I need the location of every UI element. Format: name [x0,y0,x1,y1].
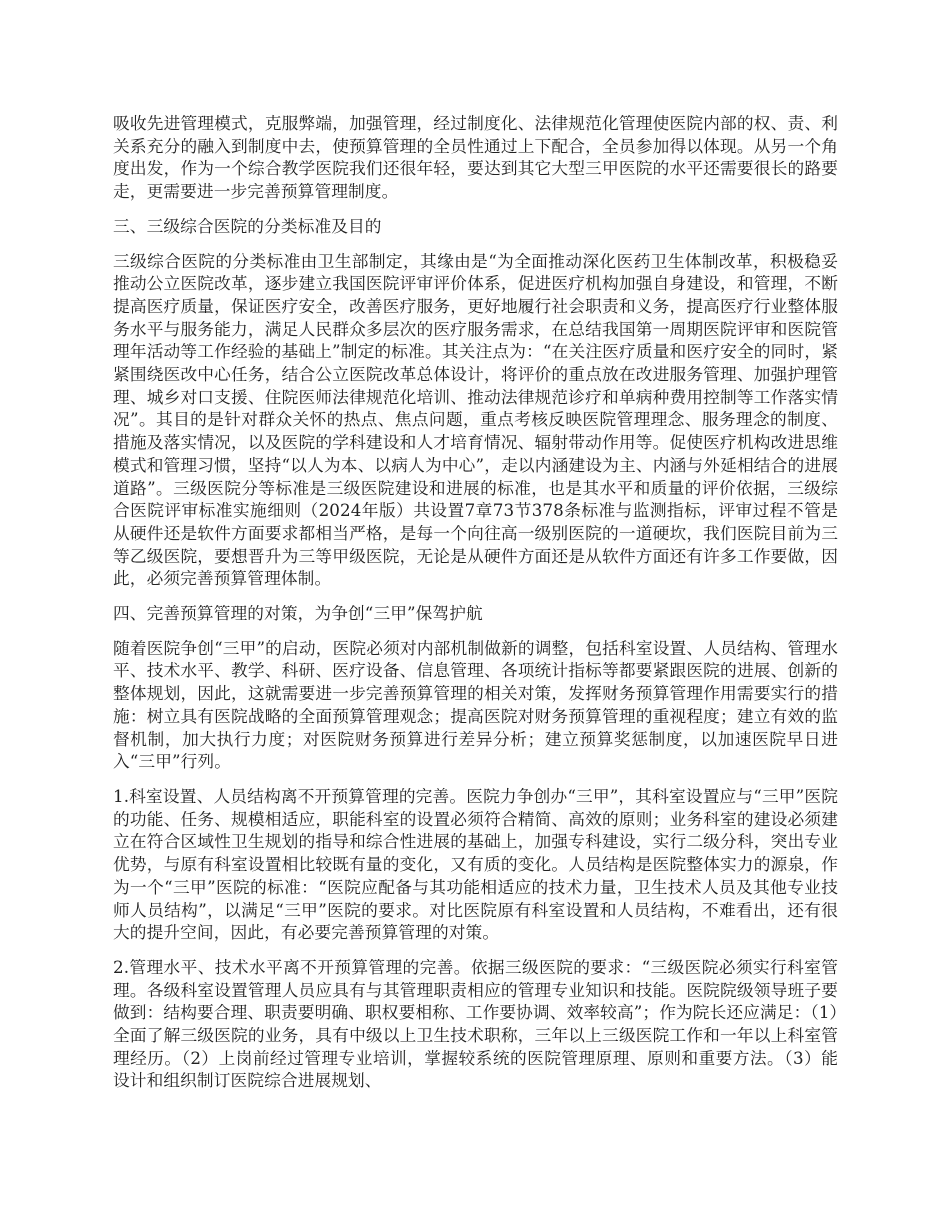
body-paragraph: 三级综合医院的分类标准由卫生部制定，其缘由是“为全面推动深化医药卫生体制改革，积极稳妥推动公立医院改革，逐步建立我国医院评审评价体系，促进医疗机构加强自身建设，和管理，不断提高医疗质量，保证医疗安全，改善医疗服务，更好地履行社会职责和义务，提高医疗行业整体服务水平与服务能力，满足人民群众多层次的医疗服务需求，在总结我国第一周期医院评审和医院管理年活动等工作经验的基础上”制定的标准。其关注点为：“在关注医疗质量和医疗安全的同时，紧紧围绕医改中心任务，结合公立医院改革总体设计，将评价的重点放在改进服务管理、加强护理管理、城乡对口支援、住院医师法律规范化培训、推动法律规范诊疗和单病种费用控制等工作落实情况”。其目的是针对群众关怀的热点、焦点问题，重点考核反映医院管理理念、服务理念的制度、措施及落实情况，以及医院的学科建设和人才培育情况、辐射带动作用等。促使医疗机构改进思维模式和管理习惯，坚持“以人为本、以病人为中心”，走以内涵建设为主、内涵与外延相结合的进展道路”。三级医院分等标准是三级医院建设和进展的标准，也是其水平和质量的评价依据，三级综合医院评审标准实施细则（2024年版）共设置7章73节378条标准与监测指标，评审过程不管是从硬件还是软件方面要求都相当严格，是每一个向往高一级别医院的一道硬坎，我们医院目前为三等乙级医院，要想晋升为三等甲级医院，无论是从硬件方面还是从软件方面还有许多工作要做，因此，必须完善预算管理体制。 [113,250,838,589]
section-heading-4: 四、完善预算管理的对策，为争创“三甲”保驾护航 [113,603,483,624]
section-heading-3: 三、三级综合医院的分类标准及目的 [113,215,382,236]
body-paragraph: 随着医院争创“三甲”的启动，医院必须对内部机制做新的调整，包括科室设置、人员结构、管理水平、技术水平、教学、科研、医疗设备、信息管理、各项统计指标等都要紧跟医院的进展、创新的整体规划，因此，这就需要进一步完善预算管理的相关对策，发挥财务预算管理作用需要实行的措施：树立具有医院战略的全面预算管理观念；提高医院对财务预算管理的重视程度；建立有效的监督机制，加大执行力度；对医院财务预算进行差异分析；建立预算奖惩制度，以加速医院早日进入“三甲”行列。 [113,637,838,772]
numbered-paragraph-1: 1.科室设置、人员结构离不开预算管理的完善。医院力争创办“三甲”，其科室设置应与“三甲”医院的功能、任务、规模相适应，职能科室的设置必须符合精简、高效的原则；业务科室的建设必须建立在符合区域性卫生规划的指导和综合性进展的基础上，加强专科建设，实行二级分科，突出专业优势，与原有科室设置相比较既有量的变化，又有质的变化。人员结构是医院整体实力的源泉，作为一个“三甲”医院的标准：“医院应配备与其功能相适应的技术力量，卫生技术人员及其他专业技师人员结构”，以满足“三甲”医院的要求。对比医院原有科室设置和人员结构，不难看出，还有很大的提升空间，因此，有必要完善预算管理的对策。 [113,785,838,943]
numbered-paragraph-2: 2.管理水平、技术水平离不开预算管理的完善。依据三级医院的要求：“三级医院必须实行科室管理。各级科室设置管理人员应具有与其管理职责相应的管理专业知识和技能。医院院级领导班子要做到：结构要合理、职责要明确、职权要相称、工作要协调、效率较高”；作为院长还应满足：（1）全面了解三级医院的业务，具有中级以上卫生技术职称，三年以上三级医院工作和一年以上科室管理经历。（2）上岗前经过管理专业培训，掌握较系统的医院管理原理、原则和重要方法。（3）能设计和组织制订医院综合进展规划、 [113,956,838,1091]
body-paragraph: 吸收先进管理模式，克服弊端，加强管理，经过制度化、法律规范化管理使医院内部的权、责、利关系充分的融入到制度中去，使预算管理的全员性通过上下配合，全员参加得以体现。从另一个角度出发，作为一个综合教学医院我们还很年轻，要达到其它大型三甲医院的水平还需要很长的路要走，更需要进一步完善预算管理制度。 [113,113,838,202]
